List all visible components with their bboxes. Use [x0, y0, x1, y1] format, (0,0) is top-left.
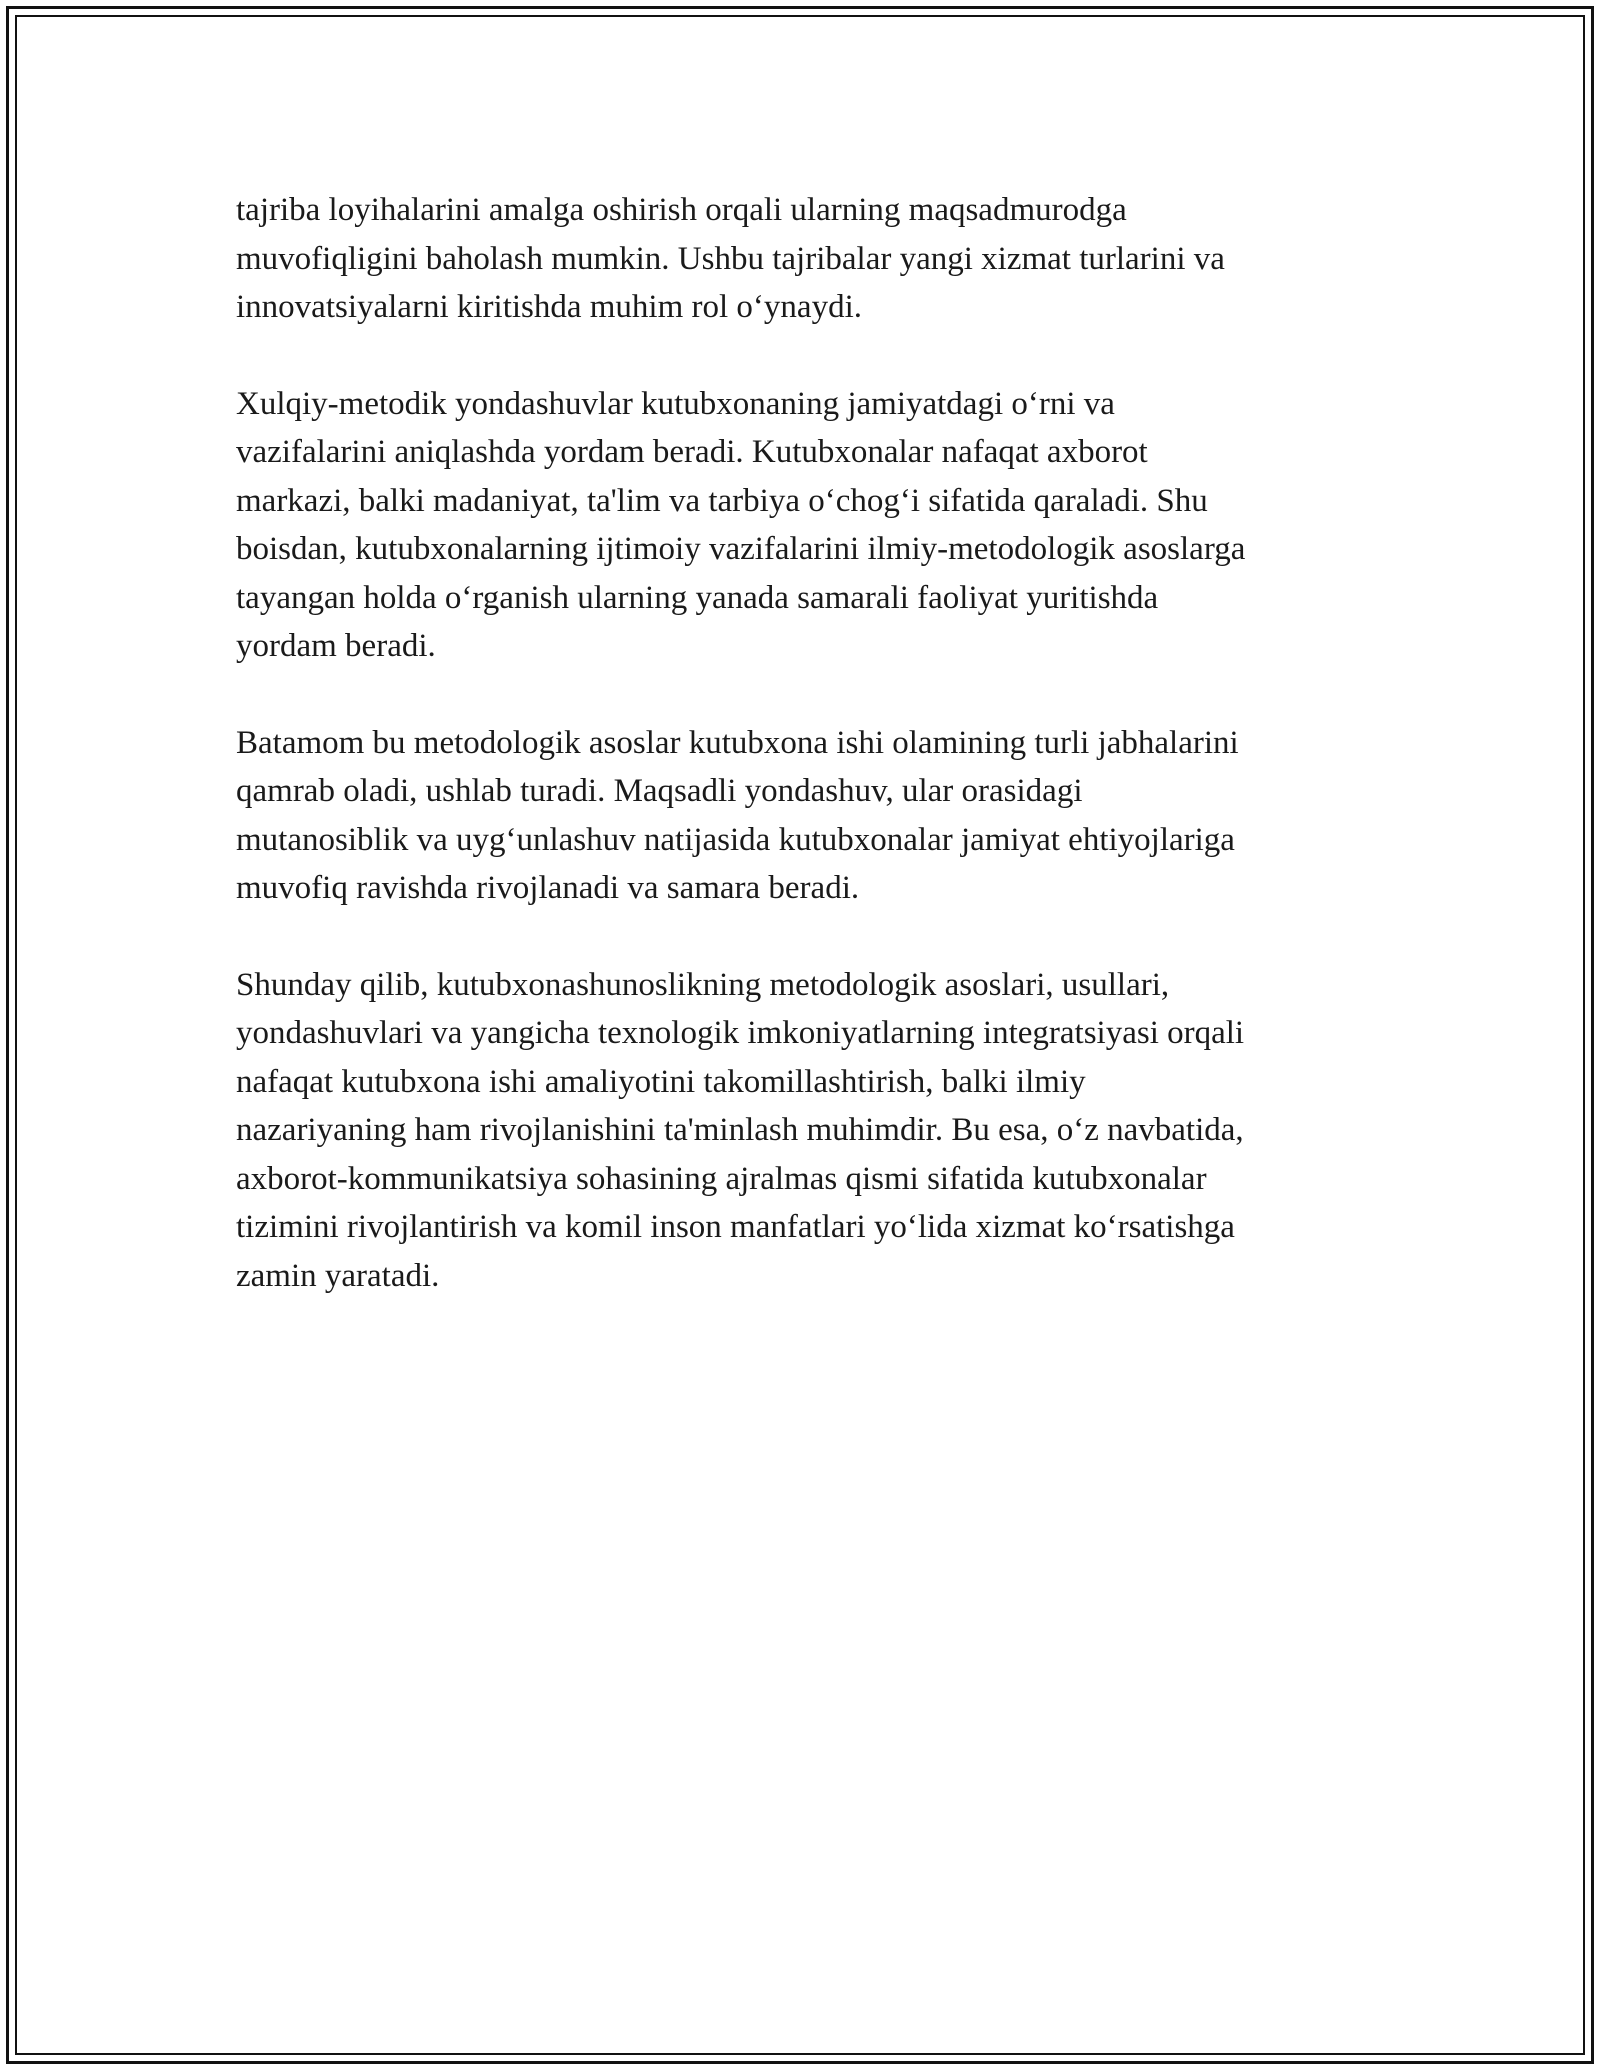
text-line: tizimini rivojlantirish va komil inson manfatlari yo‘lida xizmat ko‘rsatishga: [236, 1209, 1235, 1245]
paragraph-2: [236, 380, 1366, 671]
text-line: Xulqiy-metodik yondashuvlar kutubxonaning jamiyatdagi o‘rni va: [236, 385, 1115, 422]
paragraph-3: [236, 719, 1366, 913]
text-line: yondashuvlari va yangicha texnologik imkoniyatlarning integratsiyasi orqali: [236, 1015, 1245, 1051]
text-line: muvofiqligini baholash mumkin. Ushbu tajribalar yangi xizmat turlarini va: [236, 240, 1225, 277]
text-line: nazariyaning ham rivojlanishini ta'minlash muhimdir. Bu esa, o‘z navbatida,: [236, 1112, 1244, 1148]
text-line: qamrab oladi, ushlab turadi. Maqsadli yondashuv, ular orasidagi: [236, 773, 1083, 809]
document-body: [236, 186, 1366, 1348]
text-line: tayangan holda o‘rganish ularning yanada samarali faoliyat yuritishda: [236, 579, 1159, 616]
text-line: vazifalarini aniqlashda yordam beradi. Kutubxonalar nafaqat axborot: [236, 434, 1148, 470]
text-line: muvofiq ravishda rivojlanadi va samara beradi.: [236, 870, 860, 906]
text-line: markazi, balki madaniyat, ta'lim va tarbiya o‘chog‘i sifatida qaraladi. Shu: [236, 482, 1208, 519]
text-line: nafaqat kutubxona ishi amaliyotini takomillashtirish, balki ilmiy: [236, 1063, 1086, 1100]
text-line: Batamom bu metodologik asoslar kutubxona ishi olamining turli jabhalarini: [236, 724, 1239, 761]
text-line: Shunday qilib, kutubxonashunoslikning metodologik asoslari, usullari,: [236, 966, 1170, 1003]
paragraph-4: [236, 961, 1366, 1301]
text-line: yordam beradi.: [236, 628, 436, 664]
text-line: tajriba loyihalarini amalga oshirish orqali ularning maqsadmurodga: [236, 192, 1127, 228]
text-line: boisdan, kutubxonalarning ijtimoiy vazifalarini ilmiy-metodologik asoslarga: [236, 531, 1246, 567]
text-line: axborot-kommunikatsiya sohasining ajralmas qismi sifatida kutubxonalar: [236, 1160, 1207, 1197]
text-line: innovatsiyalarni kiritishda muhim rol o‘ynaydi.: [236, 289, 862, 325]
text-line: zamin yaratadi.: [236, 1257, 440, 1294]
text-line: mutanosiblik va uyg‘unlashuv natijasida kutubxonalar jamiyat ehtiyojlariga: [236, 821, 1235, 858]
paragraph-1: [236, 186, 1366, 332]
